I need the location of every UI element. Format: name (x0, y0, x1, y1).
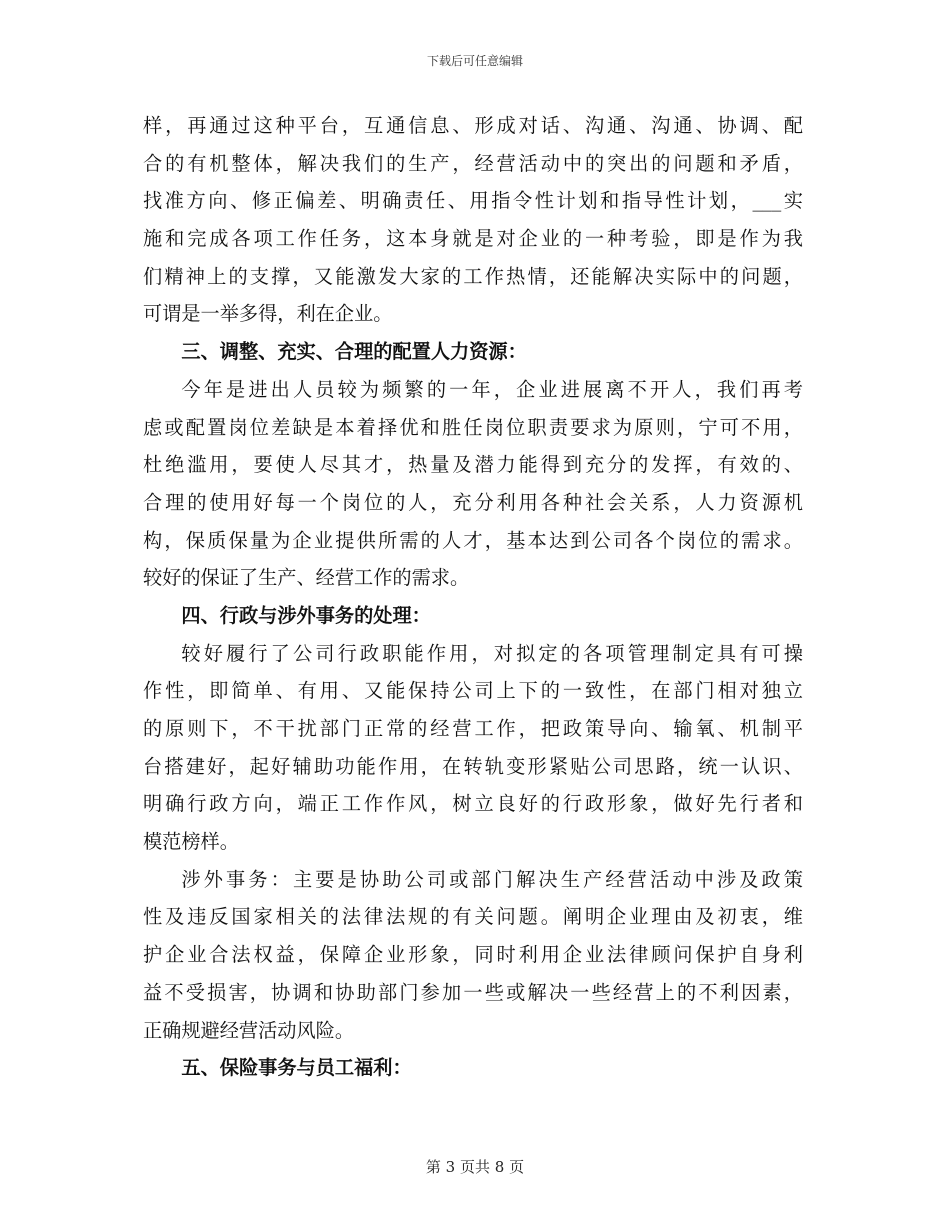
body-line: 正确规避经营活动风险。 (143, 1018, 355, 1042)
body-line: 样，再通过这种平台，互通信息、形成对话、沟通、沟通、协调、配 (143, 114, 803, 137)
body-line: 明确行政方向，端正工作作风，树立良好的行政形象，做好先行者和 (143, 792, 803, 816)
body-line: 的原则下，不干扰部门正常的经营工作，把政策导向、输氧、机制平 (143, 717, 803, 740)
document-body (143, 107, 803, 1087)
body-line: 可谓是一举多得，利在企业。 (143, 302, 393, 326)
body-line: 涉外事务：主要是协助公司或部门解决生产经营活动中涉及政策 (181, 867, 803, 891)
body-line: 施和完成各项工作任务，这本身就是对企业的一种考验，即是作为我 (143, 227, 803, 251)
body-line: 杜绝滥用，要使人尽其才，热量及潜力能得到充分的发挥，有效的、 (143, 453, 803, 477)
section-heading: 四、行政与涉外事务的处理： (181, 603, 431, 627)
body-line: 较好履行了公司行政职能作用，对拟定的各项管理制定具有可操 (181, 641, 803, 665)
body-line: 合的有机整体，解决我们的生产，经营活动中的突出的问题和矛盾， (143, 151, 803, 175)
body-line: 找准方向、修正偏差、明确责任、用指令性计划和指导性计划，___实 (143, 189, 803, 213)
page-footer: 第 3 页共 8 页 (425, 1158, 525, 1176)
body-line: 台搭建好，起好辅助功能作用，在转轨变形紧贴公司思路，统一认识、 (143, 754, 803, 778)
body-line: 们精神上的支撑，又能激发大家的工作热情，还能解决实际中的问题， (143, 264, 803, 288)
body-line: 构，保质保量为企业提供所需的人才，基本达到公司各个岗位的需求。 (143, 528, 803, 552)
body-line: 较好的保证了生产、经营工作的需求。 (143, 566, 470, 590)
body-line: 虑或配置岗位差缺是本着择优和胜任岗位职责要求为原则，宁可不用， (143, 415, 803, 439)
body-line: 护企业合法权益，保障企业形象，同时利用企业法律顾问保护自身利 (143, 943, 803, 967)
body-line: 作性，即简单、有用、又能保持公司上下的一致性，在部门相对独立 (143, 679, 803, 703)
body-line: 合理的使用好每一个岗位的人，充分利用各种社会关系，人力资源机 (143, 490, 803, 514)
section-heading: 五、保险事务与员工福利： (181, 1056, 412, 1080)
body-line: 性及违反国家相关的法律法规的有关问题。阐明企业理由及初衷，维 (143, 905, 803, 929)
body-line: 今年是进出人员较为频繁的一年，企业进展离不开人，我们再考 (181, 377, 803, 401)
page-header: 下载后可任意编辑 (426, 54, 523, 68)
section-heading: 三、调整、充实、合理的配置人力资源： (181, 340, 527, 364)
body-line: 模范榜样。 (143, 830, 239, 854)
body-line: 益不受损害，协调和协助部门参加一些或解决一些经营上的不利因素， (143, 980, 803, 1004)
